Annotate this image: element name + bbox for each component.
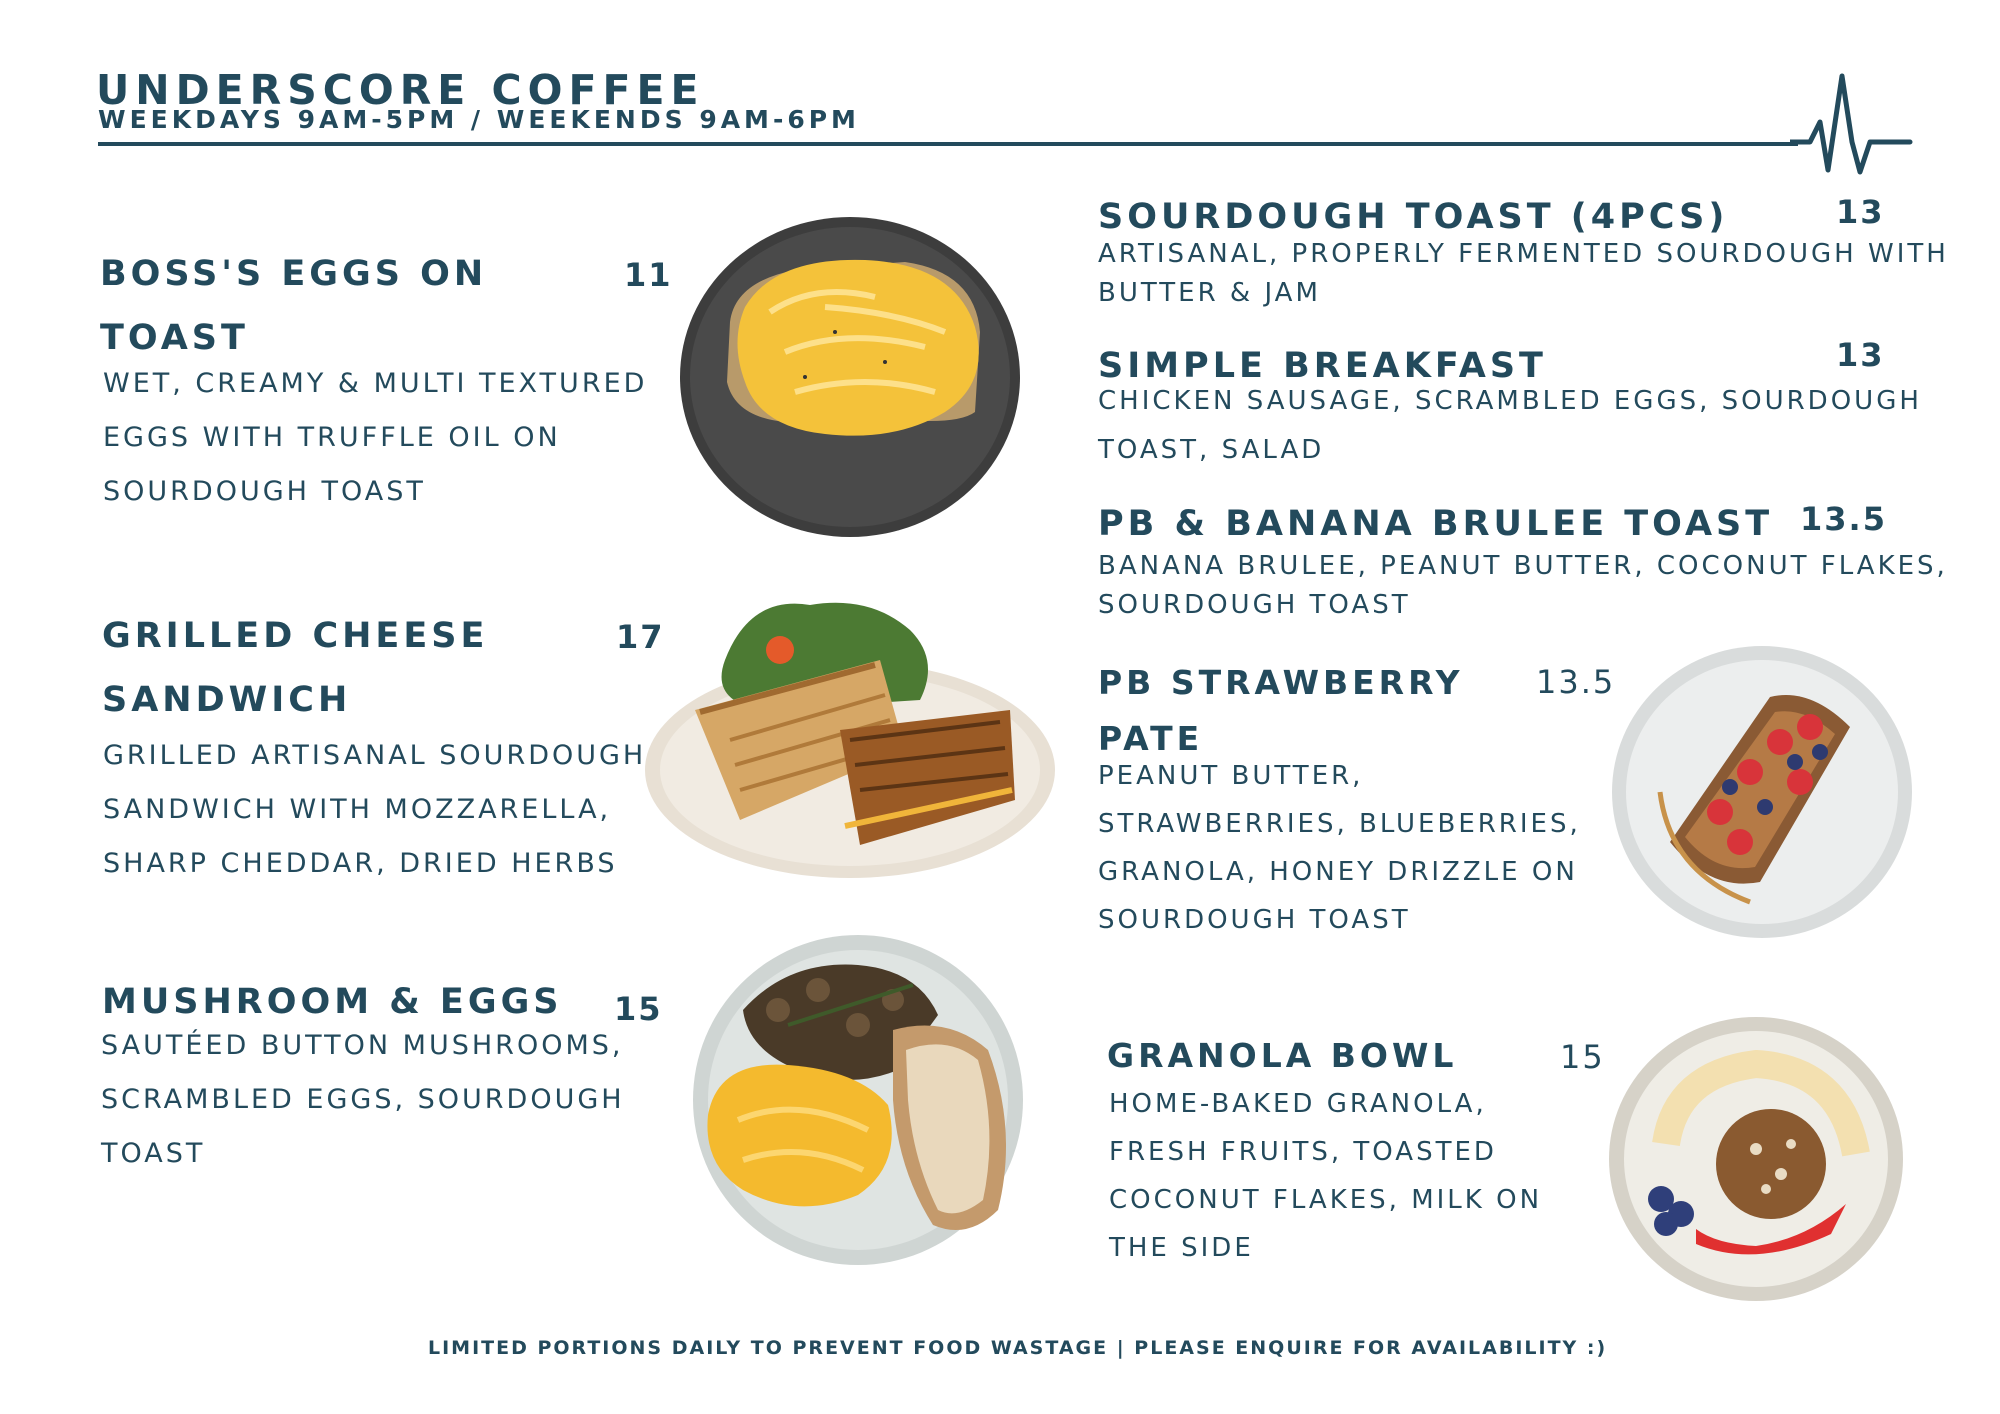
opening-hours: WEEKDAYS 9AM-5PM / WEEKENDS 9AM-6PM [98, 105, 860, 134]
item-description: PEANUT BUTTER, [1098, 761, 1364, 791]
item-name: PB & BANANA BRULEE TOAST [1098, 504, 1774, 544]
item-price: 13 [1836, 336, 1885, 374]
item-description: SOURDOUGH TOAST [1098, 905, 1411, 935]
item-price: 13.5 [1536, 663, 1616, 701]
item-name: PB STRAWBERRY [1098, 663, 1464, 702]
item-price: 15 [614, 990, 663, 1028]
item-price: 13 [1836, 193, 1885, 231]
heartbeat-line-icon [1790, 70, 1920, 180]
item-name: GRANOLA BOWL [1107, 1036, 1458, 1075]
mushroom-eggs-toast-plate [688, 930, 1028, 1270]
pb-strawberry-toast-plate [1610, 642, 1914, 942]
item-description: EGGS WITH TRUFFLE OIL ON [103, 422, 561, 453]
item-description: SCRAMBLED EGGS, SOURDOUGH [101, 1084, 625, 1115]
item-description: STRAWBERRIES, BLUEBERRIES, [1098, 809, 1581, 839]
item-price: 15 [1560, 1038, 1605, 1076]
header-divider [98, 142, 1798, 146]
item-name: SOURDOUGH TOAST (4PCS) [1098, 197, 1729, 237]
item-name: TOAST [100, 318, 249, 358]
item-description: SANDWICH WITH MOZZARELLA, [103, 794, 612, 825]
item-price: 11 [624, 256, 673, 294]
item-description: HOME-BAKED GRANOLA, [1109, 1089, 1487, 1119]
item-description: SOURDOUGH TOAST [103, 476, 426, 507]
item-description: SHARP CHEDDAR, DRIED HERBS [103, 848, 618, 879]
item-description: GRILLED ARTISANAL SOURDOUGH [103, 740, 647, 771]
item-description: SOURDOUGH TOAST [1098, 590, 1411, 620]
item-name: BOSS'S EGGS ON [100, 254, 488, 294]
item-description: WET, CREAMY & MULTI TEXTURED [103, 368, 648, 399]
item-description: TOAST, SALAD [1098, 435, 1325, 465]
item-description: BANANA BRULEE, PEANUT BUTTER, COCONUT FLAKES, [1098, 551, 1948, 581]
availability-note: LIMITED PORTIONS DAILY TO PREVENT FOOD WASTAGE | PLEASE ENQUIRE FOR AVAILABILITY :) [428, 1337, 1608, 1359]
item-description: BUTTER & JAM [1098, 278, 1321, 308]
item-description: ARTISANAL, PROPERLY FERMENTED SOURDOUGH WITH [1098, 239, 1949, 269]
item-description: THE SIDE [1109, 1233, 1254, 1263]
item-price: 17 [616, 618, 665, 656]
item-description: COCONUT FLAKES, MILK ON [1109, 1185, 1543, 1215]
item-name: SANDWICH [102, 680, 352, 720]
cafe-title: UNDERSCORE COFFEE [96, 66, 705, 114]
item-name: GRILLED CHEESE [102, 616, 489, 656]
item-description: FRESH FRUITS, TOASTED [1109, 1137, 1497, 1167]
grilled-cheese-sandwich-plate [640, 590, 1060, 890]
item-description: GRANOLA, HONEY DRIZZLE ON [1098, 857, 1578, 887]
item-description: CHICKEN SAUSAGE, SCRAMBLED EGGS, SOURDOUGH [1098, 386, 1922, 416]
item-price: 13.5 [1800, 500, 1887, 538]
item-name: MUSHROOM & EGGS [102, 982, 563, 1022]
granola-bowl [1606, 1014, 1906, 1304]
scrambled-eggs-on-toast-plate [675, 212, 1025, 542]
item-name: PATE [1098, 719, 1204, 758]
item-description: TOAST [101, 1138, 206, 1169]
item-description: SAUTÉED BUTTON MUSHROOMS, [101, 1030, 624, 1061]
item-name: SIMPLE BREAKFAST [1098, 346, 1547, 386]
